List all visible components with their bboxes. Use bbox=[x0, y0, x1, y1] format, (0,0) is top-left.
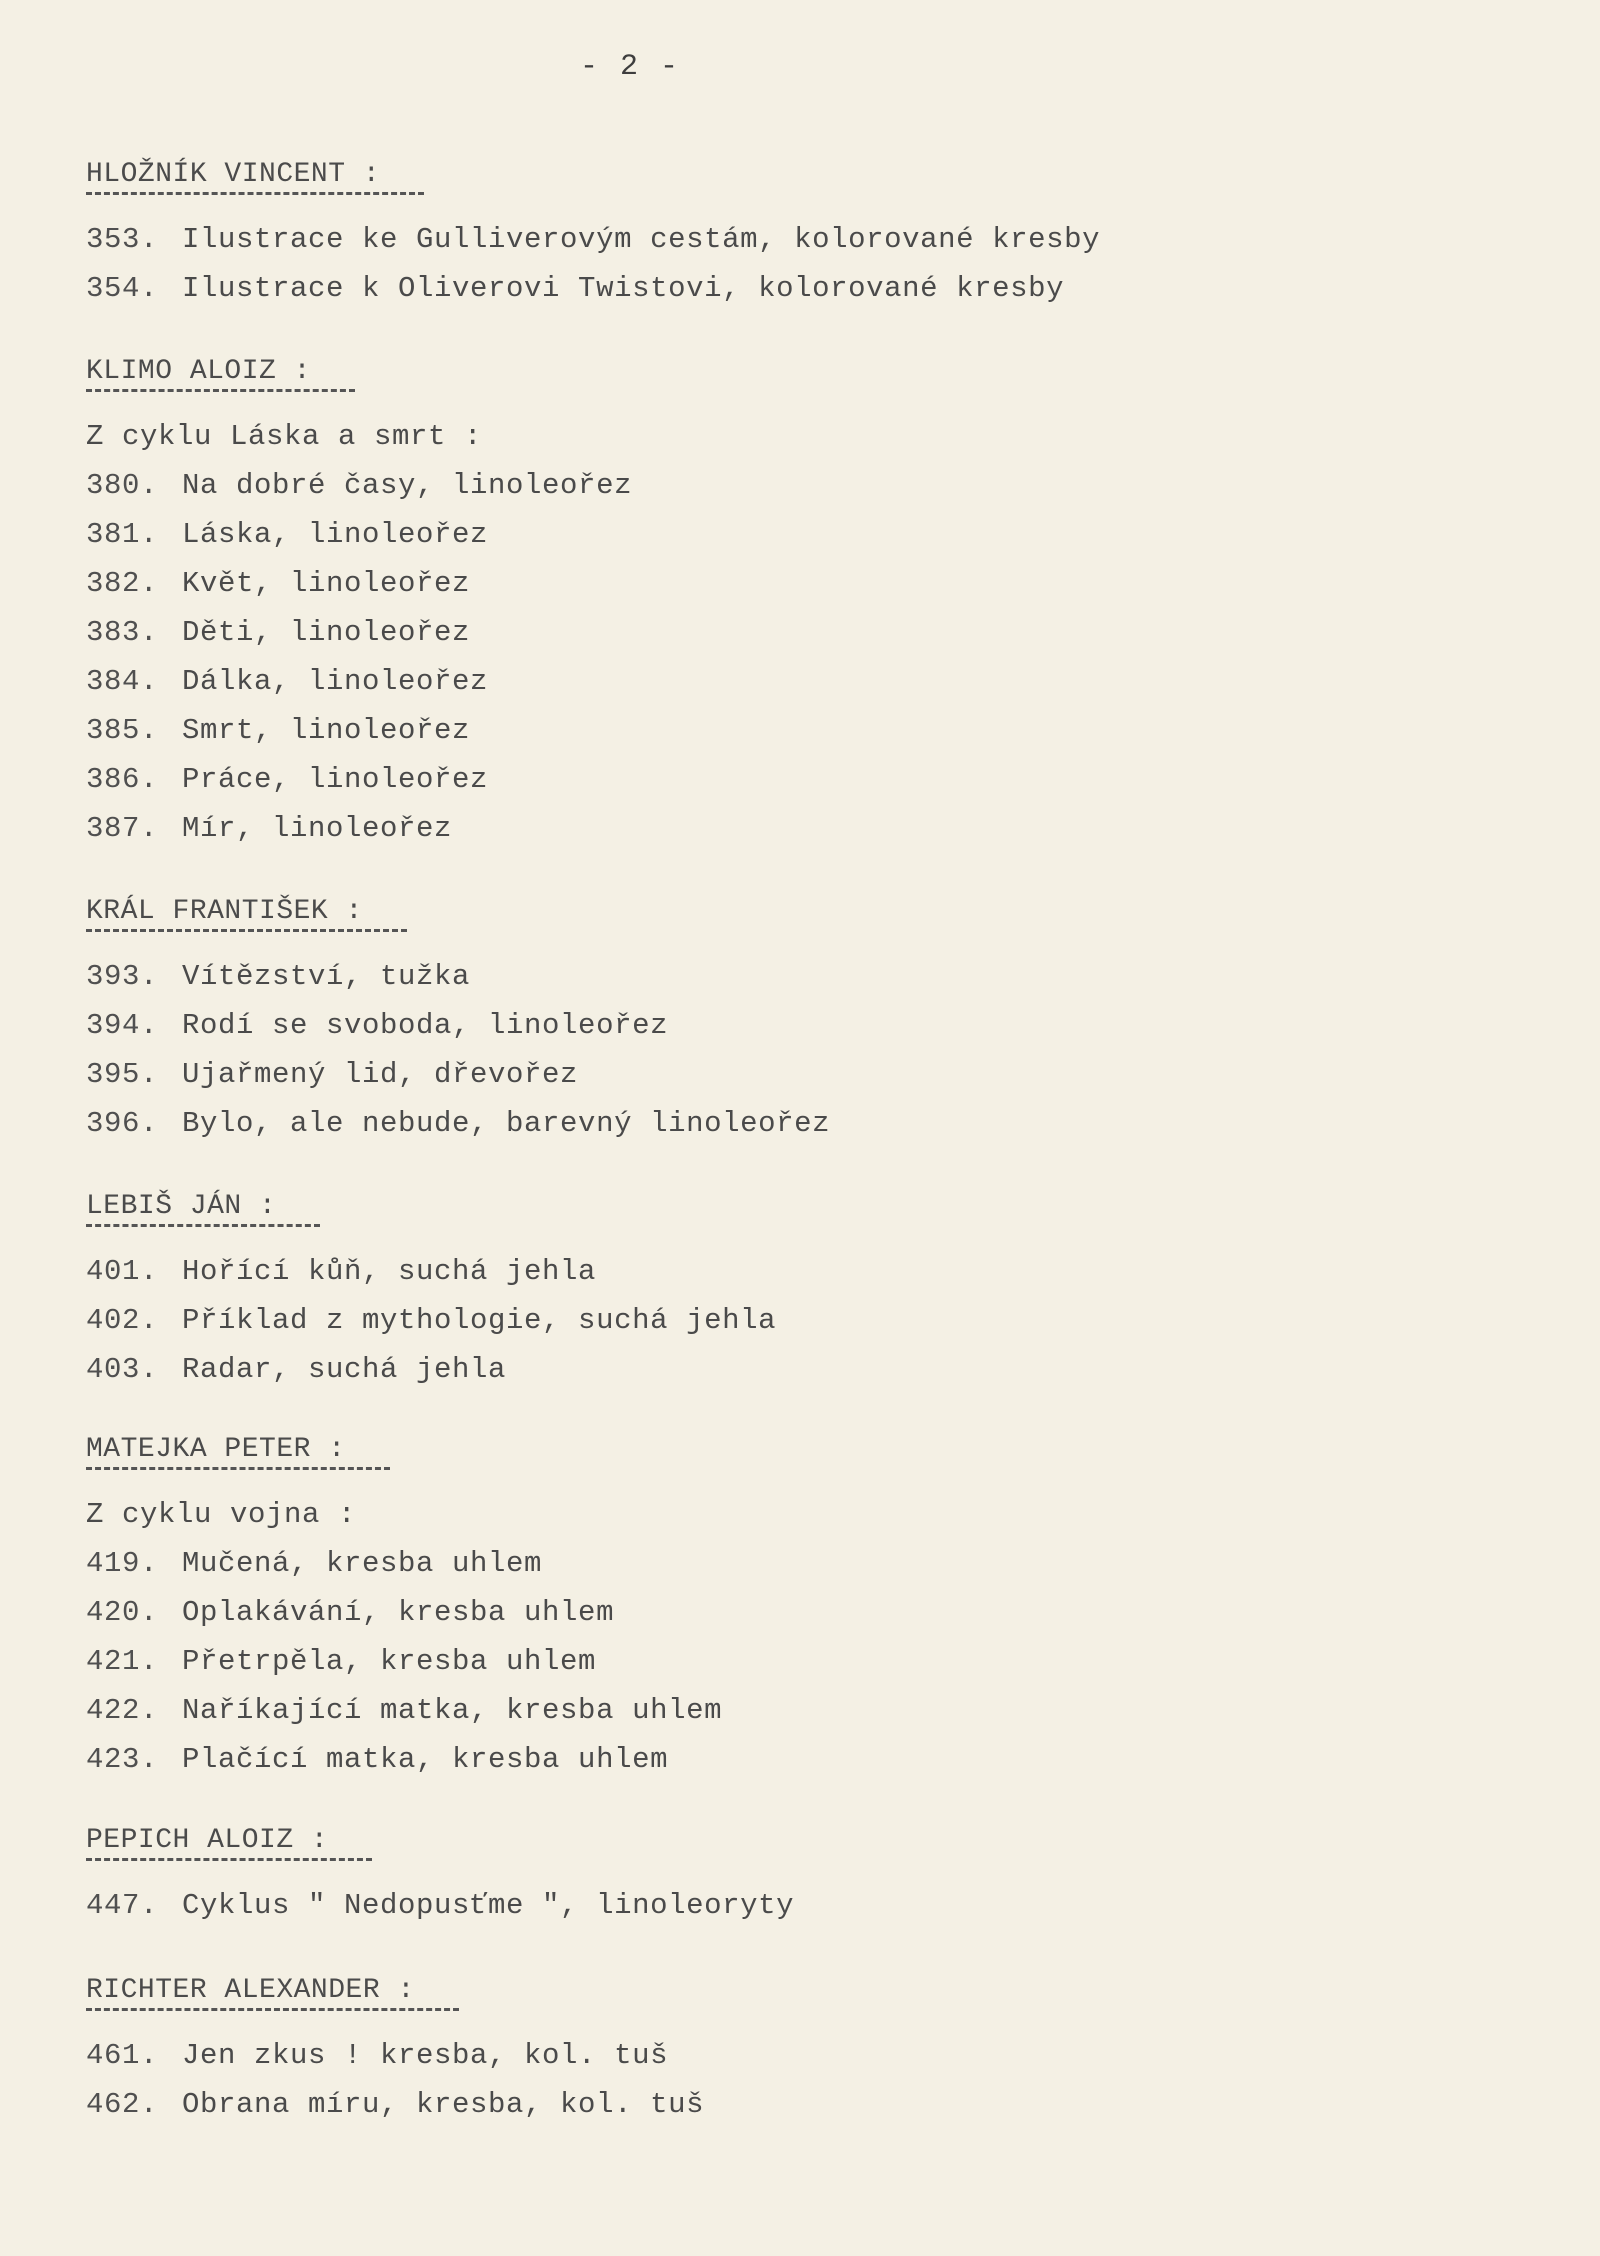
page-number: - 2 - bbox=[580, 50, 681, 84]
entry-number: 385. bbox=[86, 714, 159, 747]
catalog-entry bbox=[86, 1099, 1526, 1148]
catalog-entry bbox=[86, 1686, 1526, 1735]
catalog-entry bbox=[86, 559, 1526, 608]
artist-section-hloznik bbox=[86, 158, 1526, 313]
catalog-entry bbox=[86, 510, 1526, 559]
entry-text: Rodí se svoboda, linoleořez bbox=[182, 1009, 669, 1042]
entry-number: 420. bbox=[86, 1596, 159, 1629]
catalog-entry bbox=[86, 2031, 1526, 2080]
entry-text: Vítězství, tužka bbox=[182, 960, 471, 993]
artist-section-kral bbox=[86, 895, 1526, 1148]
catalog-entry bbox=[86, 1247, 1526, 1296]
entry-number: 396. bbox=[86, 1107, 159, 1140]
catalog-entry bbox=[86, 1296, 1526, 1345]
entry-number: 381. bbox=[86, 518, 159, 551]
catalog-entry bbox=[86, 264, 1526, 313]
entry-number: 403. bbox=[86, 1353, 159, 1386]
entry-number: 423. bbox=[86, 1743, 159, 1776]
entry-text: Přetrpěla, kresba uhlem bbox=[182, 1645, 597, 1678]
entry-number: 462. bbox=[86, 2088, 159, 2121]
artist-section-klimo bbox=[86, 355, 1526, 853]
entry-number: 422. bbox=[86, 1694, 159, 1727]
entry-number: 402. bbox=[86, 1304, 159, 1337]
entry-number: 419. bbox=[86, 1547, 159, 1580]
artist-heading: RICHTER ALEXANDER : bbox=[86, 1974, 459, 2011]
entry-number: 382. bbox=[86, 567, 159, 600]
catalog-entry bbox=[86, 1881, 1526, 1930]
entry-text: Práce, linoleořez bbox=[182, 763, 489, 796]
entry-text: Smrt, linoleořez bbox=[182, 714, 471, 747]
catalog-entry bbox=[86, 1637, 1526, 1686]
entry-text: Plačící matka, kresba uhlem bbox=[182, 1743, 669, 1776]
catalog-entry bbox=[86, 2080, 1526, 2129]
entry-text: Bylo, ale nebude, barevný linoleořez bbox=[182, 1107, 831, 1140]
artist-section-pepich bbox=[86, 1824, 1526, 1930]
entry-text: Ilustrace ke Gulliverovým cestám, kolorované kresby bbox=[182, 223, 1101, 256]
cycle-intro: Z cyklu vojna : bbox=[86, 1498, 357, 1531]
entry-text: Radar, suchá jehla bbox=[182, 1353, 507, 1386]
entry-number: 401. bbox=[86, 1255, 159, 1288]
entry-number: 386. bbox=[86, 763, 159, 796]
artist-heading: HLOŽNÍK VINCENT : bbox=[86, 158, 424, 195]
entry-text: Hořící kůň, suchá jehla bbox=[182, 1255, 597, 1288]
entry-number: 421. bbox=[86, 1645, 159, 1678]
catalog-entry bbox=[86, 608, 1526, 657]
catalog-entry bbox=[86, 755, 1526, 804]
entry-text: Láska, linoleořez bbox=[182, 518, 489, 551]
entry-text: Květ, linoleořez bbox=[182, 567, 471, 600]
catalog-entry bbox=[86, 1050, 1526, 1099]
entry-number: 380. bbox=[86, 469, 159, 502]
catalog-entry bbox=[86, 1588, 1526, 1637]
catalog-entry bbox=[86, 952, 1526, 1001]
artist-heading: LEBIŠ JÁN : bbox=[86, 1190, 320, 1227]
entry-number: 461. bbox=[86, 2039, 159, 2072]
artist-heading: KRÁL FRANTIŠEK : bbox=[86, 895, 407, 932]
artist-section-richter bbox=[86, 1974, 1526, 2129]
artist-heading: KLIMO ALOIZ : bbox=[86, 355, 355, 392]
catalog-entry bbox=[86, 1735, 1526, 1784]
entry-text: Jen zkus ! kresba, kol. tuš bbox=[182, 2039, 669, 2072]
artist-section-matejka bbox=[86, 1433, 1526, 1784]
entry-number: 387. bbox=[86, 812, 159, 845]
entry-text: Mír, linoleořez bbox=[182, 812, 453, 845]
entry-number: 354. bbox=[86, 272, 159, 305]
catalog-entry bbox=[86, 804, 1526, 853]
entry-number: 395. bbox=[86, 1058, 159, 1091]
catalog-entry bbox=[86, 657, 1526, 706]
entry-text: Ilustrace k Oliverovi Twistovi, kolorované kresby bbox=[182, 272, 1065, 305]
cycle-intro: Z cyklu Láska a smrt : bbox=[86, 420, 483, 453]
artist-heading: PEPICH ALOIZ : bbox=[86, 1824, 372, 1861]
entry-text: Mučená, kresba uhlem bbox=[182, 1547, 543, 1580]
entry-text: Dálka, linoleořez bbox=[182, 665, 489, 698]
entry-text: Děti, linoleořez bbox=[182, 616, 471, 649]
entry-number: 447. bbox=[86, 1889, 159, 1922]
entry-text: Obrana míru, kresba, kol. tuš bbox=[182, 2088, 705, 2121]
entry-text: Naříkající matka, kresba uhlem bbox=[182, 1694, 723, 1727]
artist-section-lebis bbox=[86, 1190, 1526, 1394]
entry-text: Na dobré časy, linoleořez bbox=[182, 469, 633, 502]
entry-number: 394. bbox=[86, 1009, 159, 1042]
entry-number: 353. bbox=[86, 223, 159, 256]
catalog-entry bbox=[86, 1345, 1526, 1394]
catalog-entry bbox=[86, 706, 1526, 755]
entry-text: Cyklus " Nedopusťme ", linoleoryty bbox=[182, 1889, 795, 1922]
artist-heading: MATEJKA PETER : bbox=[86, 1433, 390, 1470]
entry-text: Příklad z mythologie, suchá jehla bbox=[182, 1304, 777, 1337]
catalog-entry bbox=[86, 1539, 1526, 1588]
catalog-entry bbox=[86, 215, 1526, 264]
catalog-entry bbox=[86, 461, 1526, 510]
entry-text: Oplakávání, kresba uhlem bbox=[182, 1596, 615, 1629]
catalog-entry bbox=[86, 1001, 1526, 1050]
entry-number: 393. bbox=[86, 960, 159, 993]
entry-text: Ujařmený lid, dřevořez bbox=[182, 1058, 579, 1091]
entry-number: 383. bbox=[86, 616, 159, 649]
entry-number: 384. bbox=[86, 665, 159, 698]
